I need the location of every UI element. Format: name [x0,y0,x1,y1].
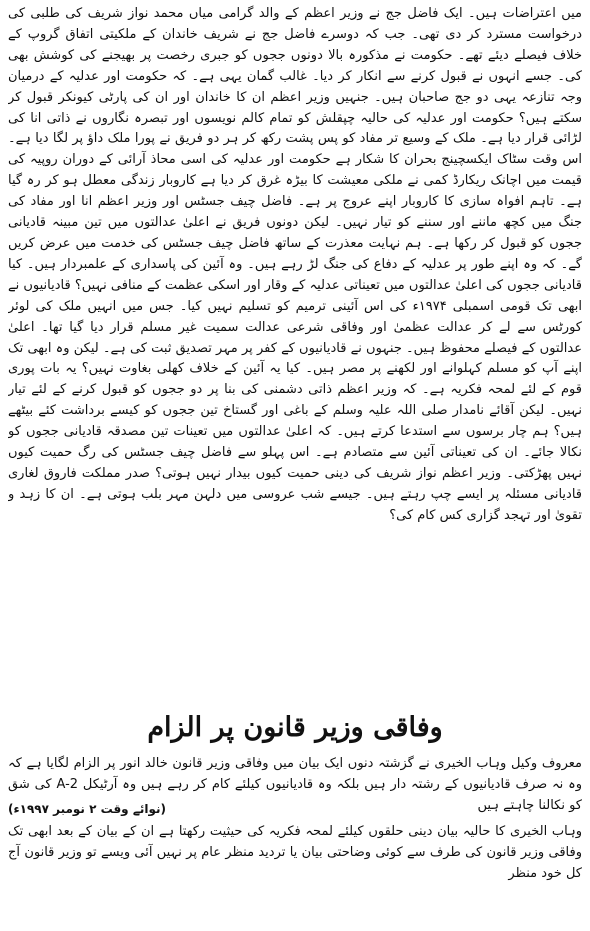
article-paragraph-2: معروف وکیل وہاب الخیری نے گزشتہ دنوں ایک بیان میں وفاقی وزیر قانون خالد انور پر الزام لگایا ہے کہ وہ نہ صرف قادیانیوں کے رشتہ دار ہیں بلکہ وہ قادیانیوں کیلئے کام کر رہے ہیں وہ آرٹیکل A-2 کی شق کو نکالنا چاہتے ہیں [8,756,582,813]
source-citation: (نوائے وقت ۲ نومبر ۱۹۹۷ء) [8,802,166,816]
article-paragraph-1: میں اعتراضات ہیں۔ ایک فاضل جج نے وزیر اعظم کے والد گرامی میاں محمد نواز شریف کی طلبی کی درخواست مسترد کر دی تھی۔ جب کہ دوسرے فاضل جج نے شریف خاندان کے ملکیتی اتفاق گروپ کے خلاف فیصلے دیئے تھے۔ حکومت نے مذکورہ بالا دونوں ججوں کو جبری رخصت پر بھیجنے کی کوشش بھی کی۔ جسے انہوں نے قبول کرنے سے انکار کر دیا۔ غالب گمان یہی ہے۔ کہ حکومت اور عدلیہ کے درمیان وجہ تنازعہ یہی دو جج صاحبان ہیں۔ جنہیں وزیر اعظم ان کا خاندان اور ان کی پارٹی کیونکر قبول کر سکتے ہیں؟ حکومت اور عدلیہ کی حالیہ چپقلش کو تمام کالم نویسوں اور تبصرہ نگاروں نے ذاتی انا کی لڑائی قرار دیا ہے۔ ملک کے وسیع تر مفاد کو پس پشت رکھ کر ہر دو فریق نے پورا ملک داؤ پر لگا دیا ہے۔ اس وقت سٹاک ایکسچینج بحران کا شکار ہے حکومت اور عدلیہ کی اسی محاذ آرائی کے دوران روپیہ کی قیمت میں اچانک ریکارڈ کمی نے ملکی معیشت کا بیڑہ غرق کر دیا ہے کاروبار زندگی معطل ہو کر رہ گیا ہے۔ تاہم افواہ سازی کا کاروبار اپنے عروج پر ہے۔ فاضل چیف جسٹس اور وزیر اعظم انا اور مفاد کی جنگ میں کچھ ماننے اور سننے کو تیار نہیں۔ لیکن دونوں فریق نے اعلیٰ عدالتوں میں تین مبینہ قادیانی ججوں کو قبول کر رکھا ہے۔ ہم نہایت معذرت کے ساتھ فاضل چیف جسٹس کی خدمت میں عرض کریں گے۔ کہ وہ اپنے طور پر عدلیہ کے دفاع کی جنگ لڑ رہے ہیں۔ وہ آئین کی پاسداری کے علمبردار ہیں۔ کیا قادیانی ججوں کی اعلیٰ عدالتوں میں تعیناتی عدلیہ کے وقار اور اسکی عظمت کے منافی نہیں؟ قادیانیوں نے ابھی تک قومی اسمبلی ۱۹۷۴ء کی اس آئینی ترمیم کو تسلیم نہیں کیا۔ جس میں انہیں ملک کی لوئر کورٹس سے لے کر عدالت عظمیٰ اور وفاقی شرعی عدالت سمیت غیر مسلم قرار دیا گیا تھا۔ اعلیٰ عدالتوں کے فیصلے محفوظ ہیں۔ جنہوں نے قادیانیوں کے کفر پر مہر تصدیق ثبت کی ہے۔ لیکن وہ ابھی تک اپنے آپ کو مسلم کہلوانے اور لکھنے پر مصر ہیں۔ کیا یہ آئین کے خلاف کھلی بغاوت نہیں؟ یہ بات پوری قوم کے لئے لمحہ فکریہ ہے۔ کہ وزیر اعظم ذاتی دشمنی کی بنا پر دو ججوں کو قبول کرنے کے لئے تیار نہیں۔ لیکن آقائے نامدار صلی اللہ علیہ وسلم کے باغی اور گستاخ تین ججوں کو کیسے برداشت کئے بیٹھے ہیں؟ ہم چار برسوں سے استدعا کرتے ہیں۔ کہ اعلیٰ عدالتوں میں تعینات تین مصدقہ قادیانی ججوں کو نکالا جائے۔ ان کی تعیناتی آئین سے متصادم ہے۔ اس پہلو سے فاضل چیف جسٹس کی رگ حمیت کیوں نہیں پھڑکتی۔ وزیر اعظم نواز شریف کی دینی حمیت کیوں بیدار نہیں ہوتی؟ صدر مملکت فاروق لغاری قادیانی مسئلہ پر ایسے چپ رہتے ہیں۔ جیسے شب عروسی میں دلہن مہر بلب ہوتی ہے۔ ان کا زہد و تقویٰ اور تہجد گزاری کس کام کی؟ [8,6,582,523]
section-heading: وفاقی وزیر قانون پر الزام [147,712,443,743]
article-paragraph-3: وہاب الخیری کا حالیہ بیان دینی حلقوں کیلئے لمحہ فکریہ کی حیثیت رکھتا ہے ان کے بیان کے بعد ابھی تک وفاقی وزیر قانون کی طرف سے کوئی وضاحتی بیان یا تردید منظر عام پر نہیں آئی ویسے تو وزیر قانون آج کل خود منظر [8,824,582,881]
